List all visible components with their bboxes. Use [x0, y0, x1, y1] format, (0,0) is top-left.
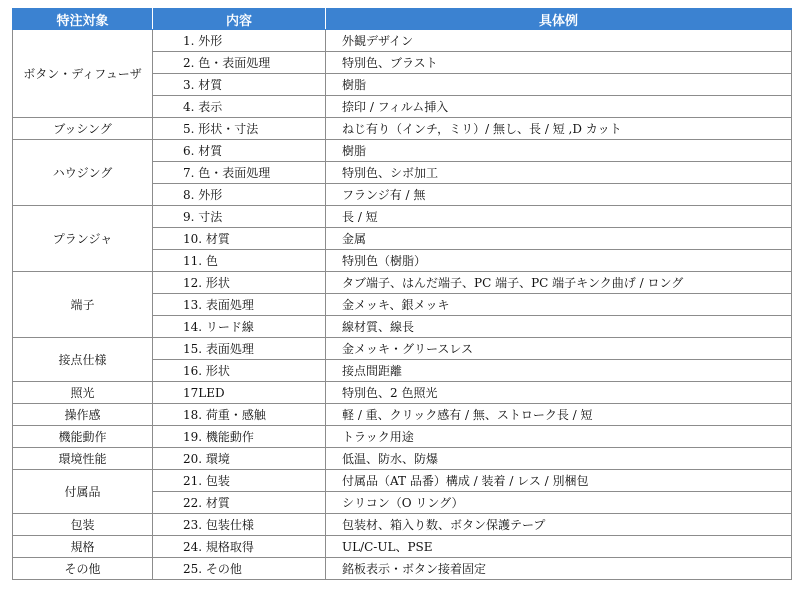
header-target: 特注対象	[13, 9, 153, 30]
group-name-cell: 環境性能	[13, 448, 153, 470]
custom-order-table	[12, 8, 792, 580]
content-item-cell: 16. 形状	[153, 360, 326, 382]
example-cell: 長 / 短	[326, 206, 792, 228]
content-item-cell: 3. 材質	[153, 74, 326, 96]
group-name-cell: 接点仕様	[13, 338, 153, 382]
table-row	[13, 448, 792, 470]
group-name-cell: 規格	[13, 536, 153, 558]
content-item-cell: 15. 表面処理	[153, 338, 326, 360]
group-name-cell: その他	[13, 558, 153, 580]
example-cell: 軽 / 重、クリック感有 / 無、ストローク長 / 短	[326, 404, 792, 426]
example-cell: 包装材、箱入り数、ボタン保護テープ	[326, 514, 792, 536]
group-name-cell: 操作感	[13, 404, 153, 426]
table-row	[13, 514, 792, 536]
example-cell: 低温、防水、防爆	[326, 448, 792, 470]
group-name-cell: ブッシング	[13, 118, 153, 140]
table-row	[13, 118, 792, 140]
content-item-cell: 14. リード線	[153, 316, 326, 338]
content-item-cell: 22. 材質	[153, 492, 326, 514]
content-item-cell: 6. 材質	[153, 140, 326, 162]
content-item-cell: 9. 寸法	[153, 206, 326, 228]
example-cell: UL/C-UL、PSE	[326, 536, 792, 558]
example-cell: 金メッキ、銀メッキ	[326, 294, 792, 316]
content-item-cell: 20. 環境	[153, 448, 326, 470]
table-row	[13, 404, 792, 426]
example-cell: 樹脂	[326, 74, 792, 96]
group-name-cell: プランジャ	[13, 206, 153, 272]
content-item-cell: 13. 表面処理	[153, 294, 326, 316]
table-row	[13, 426, 792, 448]
header-content: 内容	[153, 9, 326, 30]
example-cell: タブ端子、はんだ端子、PC 端子、PC 端子キンク曲げ / ロング	[326, 272, 792, 294]
example-cell: 線材質、線長	[326, 316, 792, 338]
group-name-cell: ボタン・ディフューザ	[13, 30, 153, 118]
table-row	[13, 536, 792, 558]
table-row	[13, 30, 792, 52]
content-item-cell: 5. 形状・寸法	[153, 118, 326, 140]
example-cell: トラック用途	[326, 426, 792, 448]
content-item-cell: 4. 表示	[153, 96, 326, 118]
content-item-cell: 10. 材質	[153, 228, 326, 250]
example-cell: 金属	[326, 228, 792, 250]
example-cell: 捺印 / フィルム挿入	[326, 96, 792, 118]
content-item-cell: 7. 色・表面処理	[153, 162, 326, 184]
content-item-cell: 17LED	[153, 382, 326, 404]
example-cell: 樹脂	[326, 140, 792, 162]
group-name-cell: 包装	[13, 514, 153, 536]
example-cell: 特別色（樹脂）	[326, 250, 792, 272]
example-cell: フランジ有 / 無	[326, 184, 792, 206]
content-item-cell: 21. 包装	[153, 470, 326, 492]
group-name-cell: ハウジング	[13, 140, 153, 206]
content-item-cell: 1. 外形	[153, 30, 326, 52]
table-row	[13, 206, 792, 228]
table-header	[13, 9, 792, 30]
content-item-cell: 2. 色・表面処理	[153, 52, 326, 74]
content-item-cell: 18. 荷重・感触	[153, 404, 326, 426]
content-item-cell: 25. その他	[153, 558, 326, 580]
table-row	[13, 382, 792, 404]
header-row	[13, 9, 792, 30]
example-cell: 特別色、ブラスト	[326, 52, 792, 74]
table-row	[13, 140, 792, 162]
spec-table-container	[12, 8, 791, 580]
table-row	[13, 272, 792, 294]
content-item-cell: 8. 外形	[153, 184, 326, 206]
group-name-cell: 付属品	[13, 470, 153, 514]
example-cell: 金メッキ・グリースレス	[326, 338, 792, 360]
content-item-cell: 24. 規格取得	[153, 536, 326, 558]
group-name-cell: 照光	[13, 382, 153, 404]
group-name-cell: 機能動作	[13, 426, 153, 448]
example-cell: シリコン（O リング）	[326, 492, 792, 514]
content-item-cell: 12. 形状	[153, 272, 326, 294]
table-row	[13, 558, 792, 580]
example-cell: ねじ有り（インチ，ミリ）/ 無し、長 / 短 ,D カット	[326, 118, 792, 140]
content-item-cell: 23. 包装仕様	[153, 514, 326, 536]
table-body	[13, 30, 792, 580]
example-cell: 付属品（AT 品番）構成 / 装着 / レス / 別梱包	[326, 470, 792, 492]
example-cell: 接点間距離	[326, 360, 792, 382]
table-row	[13, 470, 792, 492]
example-cell: 銘板表示・ボタン接着固定	[326, 558, 792, 580]
table-row	[13, 338, 792, 360]
example-cell: 外観デザイン	[326, 30, 792, 52]
group-name-cell: 端子	[13, 272, 153, 338]
example-cell: 特別色、2 色照光	[326, 382, 792, 404]
header-example: 具体例	[326, 9, 792, 30]
content-item-cell: 11. 色	[153, 250, 326, 272]
example-cell: 特別色、シボ加工	[326, 162, 792, 184]
content-item-cell: 19. 機能動作	[153, 426, 326, 448]
